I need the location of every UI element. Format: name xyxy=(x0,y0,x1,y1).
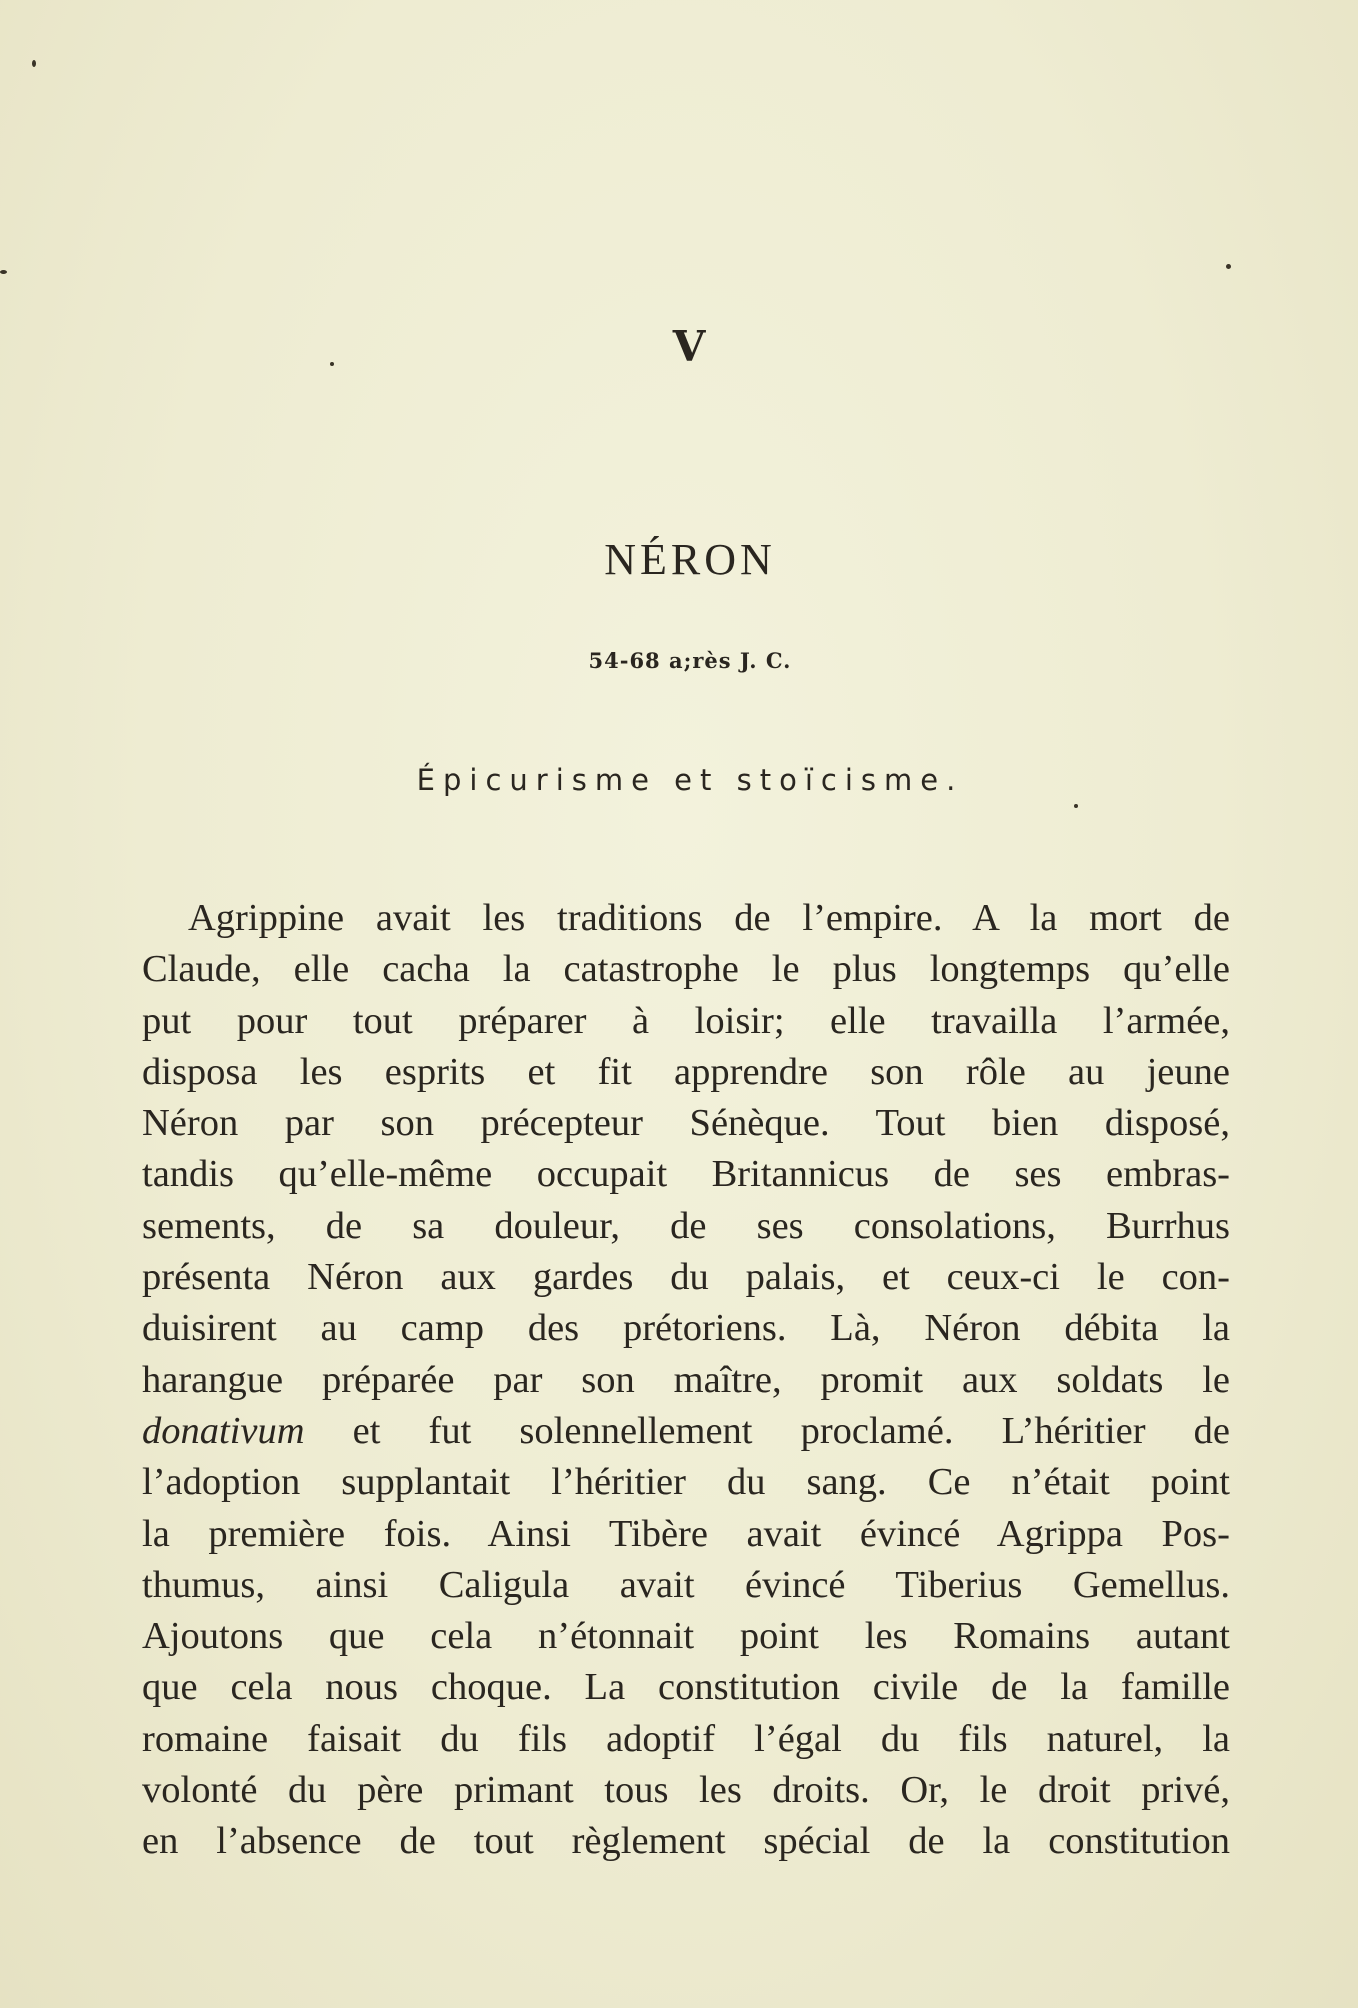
chapter-title: NÉRON xyxy=(604,535,776,584)
text-run: tandis qu’elle-même occupait Britannicus de ses embras- xyxy=(142,1153,1230,1196)
text-run: romaine faisait du fils adoptif l’égal du fils naturel, la xyxy=(142,1717,1230,1760)
text-line xyxy=(142,1509,1230,1560)
text-run: thumus, ainsi Caligula avait évincé Tiberius Gemellus. xyxy=(142,1563,1230,1606)
text-run: volonté du père primant tous les droits. Or, le droit privé, xyxy=(142,1769,1230,1812)
text-line xyxy=(142,1406,1230,1457)
text-line xyxy=(142,1201,1230,1252)
chapter-subtitle: Épicurisme et stoïcisme. xyxy=(416,763,964,797)
ink-speck xyxy=(1074,804,1078,808)
text-line xyxy=(142,1662,1230,1713)
italic-term: donativum xyxy=(142,1409,305,1452)
text-run: Ajoutons que cela n’étonnait point les Romains autant xyxy=(142,1615,1230,1658)
text-line xyxy=(142,893,1230,944)
text-line xyxy=(142,1149,1230,1200)
text-run: et fut solennellement proclamé. L’héritier de xyxy=(304,1409,1230,1452)
text-run: disposa les esprits et fit apprendre son rôle au jeune xyxy=(142,1050,1230,1093)
text-line xyxy=(142,1355,1230,1406)
text-line xyxy=(142,1611,1230,1662)
ink-speck xyxy=(32,60,36,67)
text-run: Néron par son précepteur Sénèque. Tout bien disposé, xyxy=(142,1102,1230,1145)
text-run: duisirent au camp des prétoriens. Là, Néron débita la xyxy=(142,1307,1230,1350)
text-run: sements, de sa douleur, de ses consolations, Burrhus xyxy=(142,1204,1230,1247)
text-run: en l’absence de tout règlement spécial de la constitution xyxy=(142,1820,1230,1863)
text-line xyxy=(142,1047,1230,1098)
text-run: l’adoption supplantait l’héritier du sang. Ce n’était point xyxy=(142,1461,1230,1504)
chapter-dates: 54-68 a;rès J. C. xyxy=(588,648,792,673)
text-run: harangue préparée par son maître, promit aux soldats le xyxy=(142,1358,1230,1401)
text-run: Claude, elle cacha la catastrophe le plus longtemps qu’elle xyxy=(142,948,1230,991)
text-line xyxy=(142,1714,1230,1765)
text-line xyxy=(142,1765,1230,1816)
text-line xyxy=(142,1303,1230,1354)
text-run: la première fois. Ainsi Tibère avait évincé Agrippa Pos- xyxy=(142,1512,1230,1555)
text-line xyxy=(142,1098,1230,1149)
ink-speck xyxy=(1226,264,1231,269)
text-line xyxy=(142,1252,1230,1303)
ink-speck xyxy=(0,270,7,274)
body-paragraph xyxy=(142,893,1230,1868)
text-line xyxy=(142,1816,1230,1867)
text-line xyxy=(142,996,1230,1047)
text-line xyxy=(142,1457,1230,1508)
chapter-number: V xyxy=(672,322,708,371)
text-run: que cela nous choque. La constitution civile de la famille xyxy=(142,1666,1230,1709)
text-run: présenta Néron aux gardes du palais, et ceux-ci le con- xyxy=(142,1256,1230,1299)
text-run: Agrippine avait les traditions de l’empire. A la mort de xyxy=(188,897,1230,939)
text-line xyxy=(142,944,1230,995)
text-line xyxy=(142,1560,1230,1611)
text-run: put pour tout préparer à loisir; elle travailla l’armée, xyxy=(142,999,1230,1042)
